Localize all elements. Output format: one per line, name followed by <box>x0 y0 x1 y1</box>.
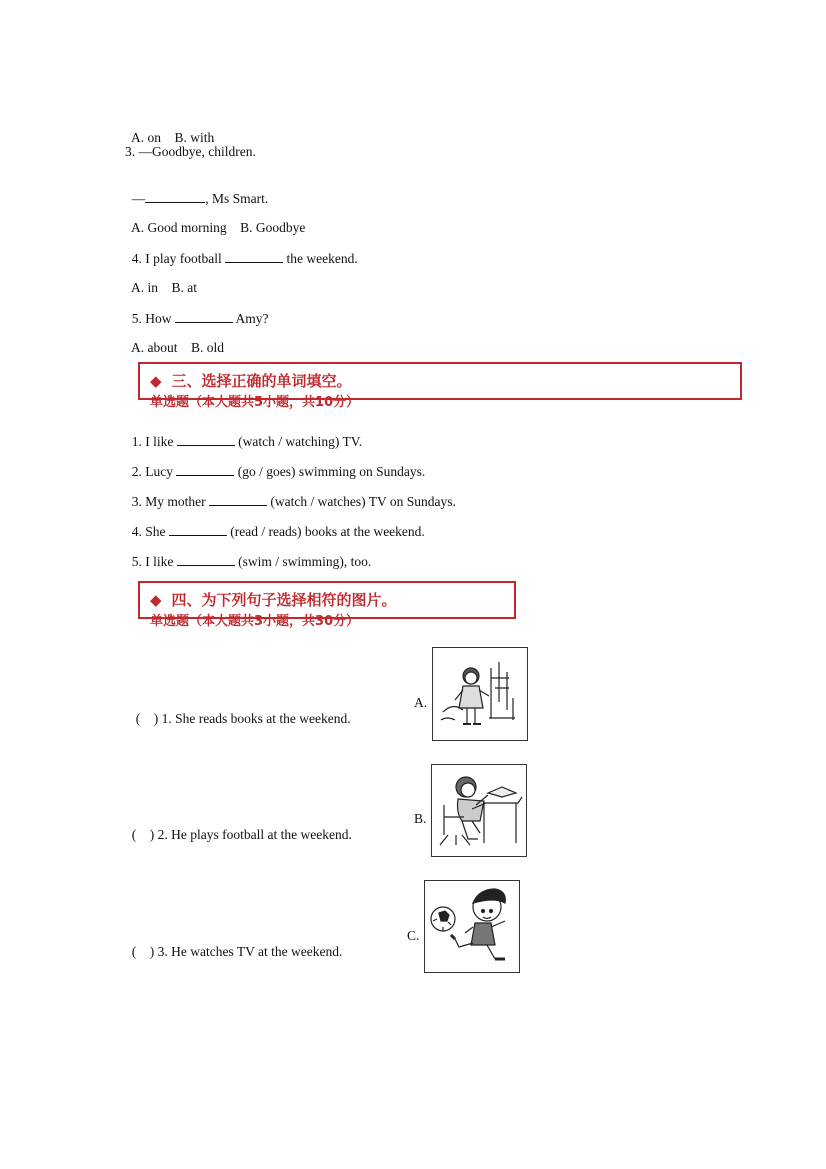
s3-item-2: 2. Lucy (go / goes) swimming on Sundays. <box>131 464 426 479</box>
section4-header <box>138 581 516 629</box>
q3-blank[interactable] <box>145 190 205 203</box>
s3-item-5: 5. I like (swim / swimming), too. <box>131 554 372 569</box>
q5-blank[interactable] <box>175 310 233 323</box>
q2-option-b: B. with <box>174 130 215 145</box>
q3-option-a: A. Good morning <box>131 220 227 235</box>
q3-prompt: 3. —Goodbye, children. <box>125 144 256 159</box>
boy-kicking-football-picture <box>424 880 520 973</box>
q5-options <box>125 324 224 356</box>
answer-paren-3[interactable]: ( ) <box>131 944 155 959</box>
q2-option-a: A. on <box>131 130 162 145</box>
q5-option-a: A. about <box>131 340 178 355</box>
diamond-icon: ◆ <box>150 591 162 609</box>
s3-blank-4[interactable] <box>169 523 227 536</box>
q4-options <box>125 264 197 296</box>
s4-letter-c: C. <box>407 928 420 943</box>
s3-blank-2[interactable] <box>176 463 234 476</box>
s3-blank-3[interactable] <box>209 493 267 506</box>
s3-blank-1[interactable] <box>177 433 235 446</box>
s3-item-1: 1. I like (watch / watching) TV. <box>131 434 363 449</box>
section3-subtitle: 单选题（本大题共5小题，共10分） <box>150 395 360 410</box>
q2-options <box>125 114 214 146</box>
s4-item-3: ( ) 3. He watches TV at the weekend. <box>131 944 343 959</box>
s3-item-3: 3. My mother (watch / watches) TV on Sundays. <box>131 494 456 509</box>
s4-item-1: ( ) 1. She reads books at the weekend. <box>135 711 351 726</box>
q3-reply: — , Ms Smart. <box>131 191 269 206</box>
q4-blank[interactable] <box>225 250 283 263</box>
girl-walking-picture <box>432 647 528 741</box>
q4-option-b: B. at <box>171 280 198 295</box>
s3-blank-5[interactable] <box>177 553 235 566</box>
q5-prompt: 5. How Amy? <box>131 311 269 326</box>
q4-option-a: A. in <box>131 280 159 295</box>
q5-option-b: B. old <box>191 340 225 355</box>
section4-title: 四、为下列句子选择相符的图片。 <box>171 591 397 609</box>
answer-paren-1[interactable]: ( ) <box>135 711 159 726</box>
diamond-icon: ◆ <box>150 372 162 390</box>
section3-title: 三、选择正确的单词填空。 <box>171 372 352 390</box>
section3-header <box>138 362 742 410</box>
q4-prompt: 4. I play football the weekend. <box>131 251 358 266</box>
q3-options <box>125 204 305 236</box>
s4-letter-b: B. <box>414 811 427 826</box>
girl-reading-at-desk-picture <box>431 764 527 857</box>
s4-letter-a: A. <box>414 695 428 710</box>
section4-subtitle: 单选题（本大题共3小题，共30分） <box>150 614 360 629</box>
s3-item-4: 4. She (read / reads) books at the weekend. <box>131 524 425 539</box>
answer-paren-2[interactable]: ( ) <box>131 827 155 842</box>
s4-item-2: ( ) 2. He plays football at the weekend. <box>131 827 352 842</box>
q3-option-b: B. Goodbye <box>240 220 306 235</box>
